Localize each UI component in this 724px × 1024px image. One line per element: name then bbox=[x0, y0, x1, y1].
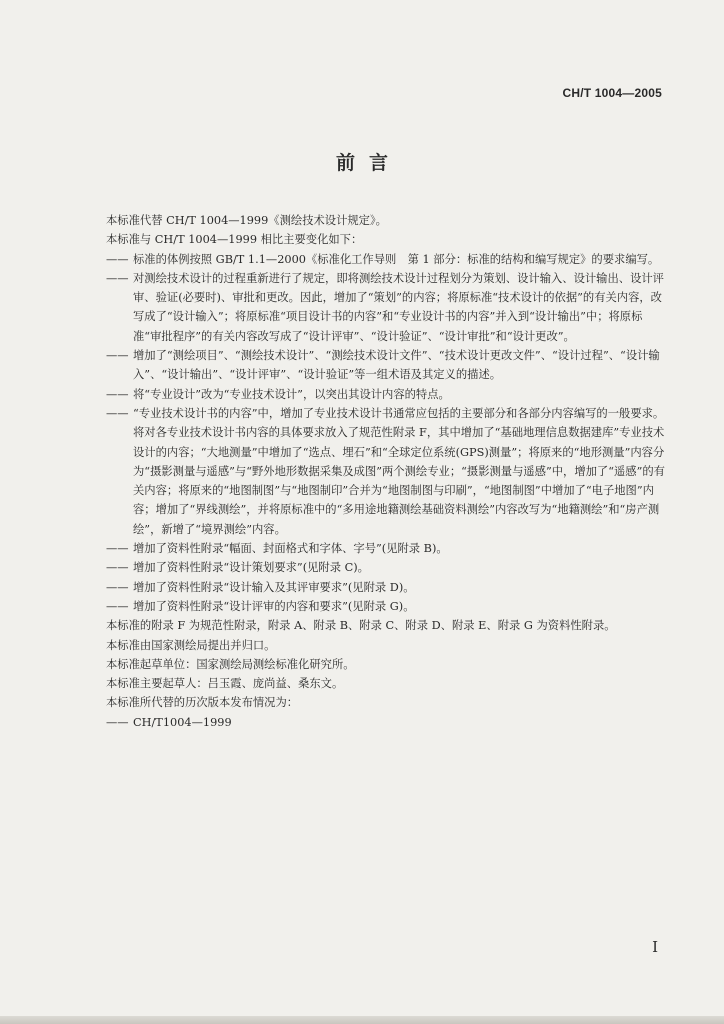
change-item: —— 增加了资料性附录“幅面、封面格式和字体、字号”(见附录 B)。 bbox=[106, 542, 448, 556]
paragraph-drafters: 本标准主要起草人：吕玉霞、庞尚益、桑东文。 bbox=[106, 677, 344, 691]
paragraph-replaces: 本标准代替 CH/T 1004—1999《测绘技术设计规定》。 bbox=[106, 214, 387, 227]
page-title: 前言 bbox=[335, 152, 402, 174]
foreword-body bbox=[106, 211, 666, 732]
page-number: I bbox=[652, 938, 658, 956]
paragraph-changes-intro: 本标准与 CH/T 1004—1999 相比主要变化如下： bbox=[106, 233, 363, 247]
changes-list bbox=[106, 250, 666, 617]
change-item: —— 增加了“测绘项目”、“测绘技术设计”、“测绘技术设计文件”、“技术设计更改文件”、“设计过程”、“设计输入”、“设计输出”、“设计评审”、“设计验证”等一组术语及其定义的描述。 bbox=[106, 349, 660, 382]
paragraph-drafting-unit: 本标准起草单位：国家测绘局测绘标准化研究所。 bbox=[106, 657, 355, 671]
paragraph-appendices: 本标准的附录 F 为规范性附录，附录 A、附录 B、附录 C、附录 D、附录 E、附录 G 为资料性附录。 bbox=[106, 619, 616, 633]
paragraph-proposer: 本标准由国家测绘局提出并归口。 bbox=[106, 638, 276, 652]
change-item: —— 增加了资料性附录“设计策划要求”(见附录 C)。 bbox=[106, 561, 369, 575]
change-item: —— 增加了资料性附录“设计评审的内容和要求”(见附录 G)。 bbox=[106, 599, 415, 613]
change-item: —— 对测绘技术设计的过程重新进行了规定，即将测绘技术设计过程划分为策划、设计输入、设计输出、设计评审、验证(必要时)、审批和更改。因此，增加了“策划”的内容；将原标准“技术设计的依据”的有关内容，改写成了“设计输入”；将原标准“项目设计书的内容”和“专业设计书的内容”并入到“设计输出”中；将原标准“审批程序”的有关内容改写成了“设计评审”、“设计验证”、“设计审批”和“设计更改”。 bbox=[106, 271, 664, 343]
standard-code: CH/T 1004—2005 bbox=[562, 86, 662, 100]
page-bottom-edge bbox=[0, 1016, 724, 1024]
change-item: —— 将“专业设计”改为“专业技术设计”，以突出其设计内容的特点。 bbox=[106, 387, 450, 401]
paragraph-history-intro: 本标准所代替的历次版本发布情况为： bbox=[106, 696, 299, 710]
change-item: —— 增加了资料性附录“设计输入及其评审要求”(见附录 D)。 bbox=[106, 580, 415, 594]
history-item: —— CH/T1004—1999 bbox=[106, 715, 232, 729]
change-item: —— “专业技术设计书的内容”中，增加了专业技术设计书通常应包括的主要部分和各部分内容编写的一般要求。将对各专业技术设计书内容的具体要求放入了规范性附录 F，其中增加了“基础地理信息数据建库”专业技术设计的内容；“大地测量”中增加了“选点、埋石”和“全球定位系统(GPS)测量”；将原来的“地形测量”内容分为“摄影测量与遥感”与“野外地形数据采集及成图”两个测绘专业；“摄影测量与遥感”中，增加了“遥感”的有关内容；将原来的“地图制图”与“地图制印”合并为“地图制图与印刷”，“地图制图”中增加了“电子地图”内容；增加了“界线测绘”，并将原标准中的“多用途地籍测绘基础资料测绘”内容改写为“地籍测绘”和“房产测绘”，新增了“境界测绘”内容。 bbox=[106, 406, 665, 536]
change-item: —— 标准的体例按照 GB/T 1.1—2000《标准化工作导则 第 1 部分：标准的结构和编写规定》的要求编写。 bbox=[106, 252, 660, 266]
